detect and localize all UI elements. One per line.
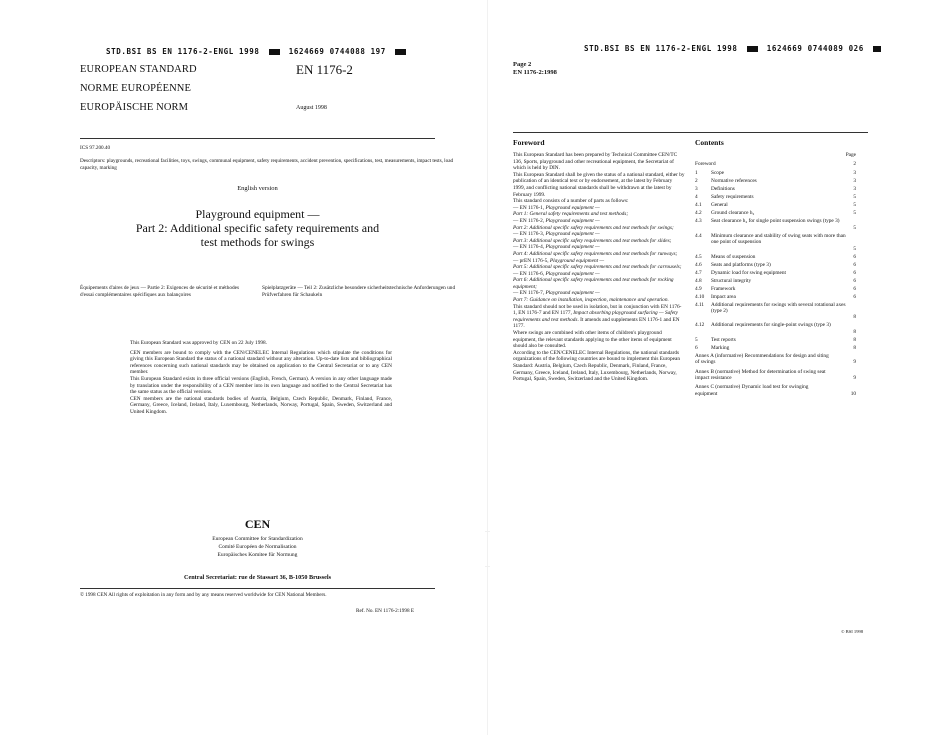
foreword-heading: Foreword xyxy=(513,138,545,147)
toc-page-number: 5 xyxy=(853,224,856,231)
secretariat-address: Central Secretariat: rue de Stassart 36, B-1050 Brussels xyxy=(184,574,331,581)
toc-entry xyxy=(695,178,856,184)
french-title: Équipements d'aires de jeux — Partie 2: Exigences de sécurité et méthodes d'essai complémentaires spécifiques aux balançoires xyxy=(80,285,240,298)
contents-heading: Contents xyxy=(695,138,724,147)
toc-page-number: 6 xyxy=(853,253,856,260)
toc-number: 3 xyxy=(695,186,698,193)
toc-entry xyxy=(695,369,856,382)
german-title: Spielplatzgeräte — Teil 2: Zusätzliche besondere sicherheitstechnische Anforderungen und Prüfverfahren für Schaukeln xyxy=(262,285,456,298)
toc-page-number: 6 xyxy=(853,269,856,276)
paragraph: This European Standard was approved by CEN on 22 July 1998. xyxy=(130,340,267,346)
descriptors xyxy=(80,158,455,172)
toc-number: 5 xyxy=(695,336,698,343)
toc-title: Definitions xyxy=(711,186,735,193)
standard-number: EN 1176-2 xyxy=(296,62,353,77)
page-divider xyxy=(487,0,488,735)
toc-number: 1 xyxy=(695,170,698,177)
cen-name-de: Europäisches Komitee für Normung xyxy=(217,552,298,558)
toc-title: Additional requirements for single-point swings (type 3) xyxy=(711,322,831,329)
standard-reference: EN 1176-2:1998 xyxy=(513,69,557,76)
list-item: — EN 1176-1, Playground equipment — Part 1: General safety requirements and test methods; xyxy=(513,204,629,218)
list-item: — EN 1176-2, Playground equipment — Part 2: Additional specific safety requirements and test methods for swings; xyxy=(513,217,674,231)
toc-number: 4.7 xyxy=(695,269,702,276)
ics-code: ICS 97.200.40 xyxy=(80,145,111,151)
stamp-bar xyxy=(269,49,280,55)
toc-title: Ground clearance h₂ xyxy=(711,210,755,217)
toc-number: 2 xyxy=(695,178,698,185)
toc-entry xyxy=(695,294,856,300)
toc-number: 4.3 xyxy=(695,218,702,225)
toc-title: Annex A (informative) Recommendations for design and siting of swings xyxy=(695,352,829,366)
toc-entry xyxy=(695,161,856,167)
title-line: Playground equipment — xyxy=(195,207,320,221)
scan-stamp: STD.BSI BS EN 1176-2-ENGL 1998 1624669 0744088 197 xyxy=(106,47,406,56)
org-name-de: EUROPÄISCHE NORM xyxy=(80,102,189,113)
toc-page-number: 5 xyxy=(853,210,856,217)
toc-number: 4.4 xyxy=(695,232,702,239)
toc-page-number: 8 xyxy=(853,336,856,343)
toc-title: Means of suspension xyxy=(711,253,756,260)
toc-number: 4.12 xyxy=(695,322,705,329)
toc-page-number: 10 xyxy=(850,390,856,397)
paragraph: CEN members are the national standards bodies of Austria, Belgium, Czech Republic, Denmark, Finland, France, Germany, Greece, Iceland, Ireland, Italy, Luxembourg, Netherlands, Norway, Portugal, Spain, Sweden, Switzerland and United Kingdom. xyxy=(130,395,392,415)
toc-page-number: 9 xyxy=(853,374,856,381)
list-item: — EN 1176-7, Playground equipment — Part 7: Guidance on installation, inspection, maintenance and operation. xyxy=(513,290,669,304)
stamp-bar xyxy=(395,49,406,55)
toc-number: 4.2 xyxy=(695,210,702,217)
toc-entry xyxy=(695,345,856,351)
section-rule xyxy=(513,132,868,133)
foreword-text xyxy=(513,152,685,383)
toc-entry xyxy=(695,170,856,176)
paragraph: According to the CEN/CENELEC Internal Regulations, the national standards organizations of the following countries are bound to implement this European Standard: Austria, Belgium, Czech Republic, Denmark, Finland, France, Germany, Greece, Iceland, Ireland, Italy, Luxembourg, Netherlands, Norway, Portugal, Spain, Sweden, Switzerland and the United Kingdom. xyxy=(513,349,681,383)
toc-entry xyxy=(695,270,856,276)
descriptors-text: playgrounds, recreational facilities, toys, swings, communal equipment, safety requirements, accident prevention, specifications, test, measurements, impact tests, load capacity, marking xyxy=(80,158,454,172)
toc-title: General xyxy=(711,202,728,209)
cen-names xyxy=(80,535,435,559)
toc-page-number: 3 xyxy=(853,178,856,185)
cen-name-en: European Committee for Standardization xyxy=(212,536,303,542)
header-rule xyxy=(80,138,435,139)
toc-title: Marking xyxy=(711,344,730,351)
toc-number: 4.6 xyxy=(695,261,702,268)
toc-title: Seats and platforms (type 3) xyxy=(711,261,771,268)
list-item: — EN 1176-6, Playground equipment — Part 6: Additional specific safety requirements and test methods for rocking equipment; xyxy=(513,270,674,290)
toc-entry xyxy=(695,384,856,397)
toc-page-number: 9 xyxy=(853,359,856,366)
approval-text xyxy=(130,340,392,416)
toc-number: 6 xyxy=(695,344,698,351)
toc-title: Dynamic load for swing equipment xyxy=(711,269,787,276)
paragraph: This standard consists of a number of parts as follows: xyxy=(513,198,629,205)
page-label: Page 2 xyxy=(513,61,532,68)
parts-list xyxy=(513,205,685,304)
cen-logo-text: CEN xyxy=(244,517,271,531)
toc-title: Annex C (normative) Dynamic load test for swinging equipment xyxy=(695,384,809,397)
toc-number: 4.1 xyxy=(695,202,702,209)
toc-number: 4 xyxy=(695,194,698,201)
foreword-page xyxy=(490,0,950,735)
page-header xyxy=(513,61,557,77)
toc-page-number: 6 xyxy=(853,285,856,292)
toc-entry xyxy=(695,322,856,335)
version-label: English version xyxy=(237,185,278,192)
publication-date: August 1998 xyxy=(296,105,327,111)
toc-number: 4.8 xyxy=(695,277,702,284)
paragraph: CEN members are bound to comply with the CEN/CENELEC Internal Regulations which stipulate the conditions for giving this European Standard the status of a national standard without any alteration. Up-to-date lists and bibliographical references concerning such national standards may be obtained on application to the Central Secretariat or to any CEN member. xyxy=(130,349,392,376)
scan-stamp: STD.BSI BS EN 1176-2-ENGL 1998 1624669 0744089 026 xyxy=(584,44,881,53)
table-of-contents xyxy=(695,152,856,482)
toc-title: Scope xyxy=(711,170,724,177)
document-title xyxy=(80,207,435,249)
toc-title: Impact area xyxy=(711,293,736,300)
toc-entry xyxy=(695,210,856,216)
toc-page-number: 8 xyxy=(853,344,856,351)
toc-page-number: 3 xyxy=(853,186,856,193)
list-item: — prEN 1176-5, Playground equipment — Part 5: Additional specific safety requirements and test methods for carrousels; xyxy=(513,257,682,271)
toc-page-number: 5 xyxy=(853,194,856,201)
toc-page-number: 6 xyxy=(853,277,856,284)
reference-number: Ref. No. EN 1176-2:1998 E xyxy=(356,608,415,614)
cen-name-fr: Comité Européen de Normalisation xyxy=(218,544,297,550)
toc-page-number: 5 xyxy=(853,245,856,252)
toc-entry xyxy=(695,186,856,192)
stamp-bar xyxy=(747,46,758,52)
toc-entry xyxy=(695,337,856,343)
paragraph: Where swings are combined with other items of children's playground equipment, the relevant standards applying to the other items of equipment should also be consulted. xyxy=(513,330,672,350)
list-item: — EN 1176-3, Playground equipment — Part 3: Additional specific safety requirements and test methods for slides; xyxy=(513,231,672,244)
toc-title: Structural integrity xyxy=(711,277,752,284)
org-name-fr: NORME EUROPÉENNE xyxy=(80,83,191,94)
toc-entry xyxy=(695,218,856,231)
toc-entry xyxy=(695,302,856,321)
paragraph: This European Standard has been prepared by Technical Committee CEN/TC 136, Sports, playground and other recreational equipment, the Secretariat of which is held by DIN. xyxy=(513,152,678,172)
paragraph: This standard should not be used in isolation, but in conjunction with EN 1176-1, EN 1176-7 and EN 1177, Impact absorbing playground surfacing — Safety requirements and test methods. It amends and supplements EN 1176-1 and EN 1177. xyxy=(513,303,682,330)
toc-title: Safety requirements xyxy=(711,194,754,201)
toc-page-number: 5 xyxy=(853,202,856,209)
toc-title: Foreword xyxy=(695,161,716,167)
toc-entry xyxy=(695,262,856,268)
toc-entry xyxy=(695,202,856,208)
toc-page-number: 8 xyxy=(853,328,856,335)
descriptors-label: Descriptors: xyxy=(80,158,106,164)
toc-page-number: 2 xyxy=(853,161,856,167)
toc-entry xyxy=(695,254,856,260)
toc-entry xyxy=(695,353,856,366)
toc-entry xyxy=(695,194,856,200)
toc-entry xyxy=(695,286,856,292)
toc-page-number: 8 xyxy=(853,314,856,321)
paragraph: This European Standard shall be given the status of a national standard, either by publication of an identical text or by endorsement, at the latest by February 1999, and conflicting national standards shall be withdrawn at the latest by February 1999. xyxy=(513,171,685,198)
toc-title: Annex B (normative) Method for determination of swing seat impact resistance xyxy=(695,368,826,381)
paragraph: This European Standard exists in three official versions (English, French, German). A version in any other language made by translation under the responsibility of a CEN member into its own language and notified to the Central Secretariat has the same status as the official versions. xyxy=(130,375,392,396)
toc-title: Framework xyxy=(711,285,736,292)
title-line: Part 2: Additional specific safety requirements and xyxy=(135,221,380,235)
toc-number: 4.11 xyxy=(695,301,705,308)
list-item: — EN 1176-4, Playground equipment — Part 4: Additional specific safety requirements and test methods for runways; xyxy=(513,244,678,257)
toc-entry xyxy=(695,278,856,284)
footer-rule xyxy=(80,588,435,589)
toc-number: 4.5 xyxy=(695,253,702,260)
toc-page-number: 3 xyxy=(853,170,856,177)
toc-number: 4.9 xyxy=(695,285,702,292)
title-line: test methods for swings xyxy=(200,235,315,249)
page-column-label: Page xyxy=(845,152,856,158)
toc-title: Test reports xyxy=(711,336,736,343)
toc-entry xyxy=(695,233,856,252)
toc-title: Minimum clearance and stability of swing seats with more than one point of suspension xyxy=(711,232,846,246)
toc-page-number: 6 xyxy=(853,293,856,300)
org-name-en: EUROPEAN STANDARD xyxy=(80,64,197,75)
stamp-bar xyxy=(873,46,881,52)
toc-page-number: 6 xyxy=(853,261,856,268)
toc-title: Normative references xyxy=(711,178,757,185)
page-footer: © BSI 1998 xyxy=(841,629,864,634)
toc-title: Seat clearance h₄ for single point suspension swings (type 3) xyxy=(711,218,840,225)
toc-title: Additional requirements for swings with several rotational axes (type 2) xyxy=(711,301,846,314)
toc-number: 4.10 xyxy=(695,293,705,300)
copyright-notice: © 1998 CEN All rights of exploitation in any form and by any means reserved worldwide for CEN National Members. xyxy=(80,592,327,598)
